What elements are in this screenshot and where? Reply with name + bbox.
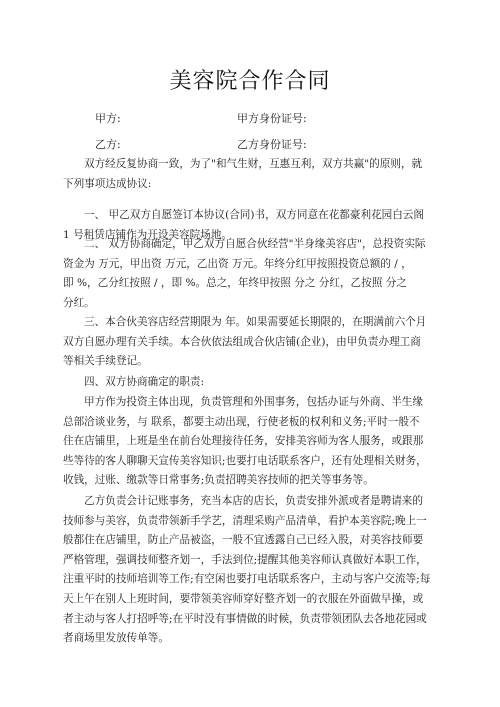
document-title: 美容院合作合同 (169, 69, 331, 94)
paragraph-line: 等相关手续登记。 (63, 355, 148, 368)
paragraph-intro (63, 155, 437, 194)
paragraph-line: 般都住在店铺里，防止产品被盗，一般不宜透露自己已经入股，对美容技师要 (63, 534, 424, 547)
paragraph-party-b-duties (63, 492, 437, 649)
party-b-id-label: 乙方身份证号: (237, 138, 307, 151)
paragraph-line: 些等待的客人聊聊天宣传美容知识;也要打电话联系客户，还有处理相关财务， (63, 454, 427, 467)
paragraph-line: 技师参与美容，负责带领新手学艺，清理采购产品清单，看护本美容院;晚上一 (63, 514, 427, 527)
paragraph-line: 乙方负责会计记账事务，充当本店的店长，负责安排外派或者是聘请来的 (84, 495, 423, 507)
paragraph-line: 双方经反复协商一致，为了"和气生财，互惠互利，双方共赢"的原则，就 (84, 158, 423, 170)
paragraph-line: 甲方作为投资主体出现，负责管理和外围事务，包括办证与外商、半生缘 (84, 396, 423, 408)
paragraph-line: 一、 甲乙双方自愿签订本协议(合同)书，双方同意在花都豪利花园白云阁 (84, 209, 425, 221)
paragraph-clause-3 (63, 313, 437, 372)
paragraph-line: 四、双方协商确定的职责: (84, 376, 205, 388)
paragraph-line: 严格管理，强调技师整齐划一，手法到位;提醒其他美容师认真做好本职工作， (63, 553, 427, 566)
paragraph-clause-2 (63, 235, 437, 313)
party-b-label: 乙方: (95, 138, 121, 151)
paragraph-line: 注重平时的技师培训等工作;有空闲也要打电话联系客户，主动与客户交流等;每 (63, 573, 431, 586)
paragraph-line: 三、本合伙美容店经营期限为 年。如果需要延长期限的，在期满前六个月 (84, 316, 427, 328)
party-a-label: 甲方: (95, 112, 121, 125)
paragraph-line: 者商场里发放传单等。 (63, 632, 169, 645)
paragraph-line: 天上午在别人上班时间，要带领美容师穿好整齐划一的衣服在外面做早操，或 (63, 592, 424, 605)
party-a-id-label: 甲方身份证号: (237, 112, 307, 125)
paragraph-party-a-duties (63, 393, 437, 491)
paragraph-line: 1 号租赁店铺作为开设美容院场地。 (63, 228, 233, 241)
paragraph-line: 资金为 万元，甲出资 万元，乙出资 万元。年终分红甲按照投资总额的 / ， (63, 257, 412, 270)
paragraph-line: 住在店铺里，上班是坐在前台处理接待任务，安排美容师为客人服务，或跟那 (63, 435, 424, 448)
paragraph-line: 二、 双方协商确定，甲乙双方自愿合伙经营"半身缘美容店"，总投资实际 (84, 238, 426, 250)
paragraph-line: 即 %，乙分红按照 / ，即 %。总之，年终甲按照 分之 分红，乙按照 分之 (63, 277, 407, 290)
paragraph-line: 分红。 (63, 296, 95, 309)
paragraph-line: 收钱，过账、缴款等日常事务;负责招聘美容技师的把关等事务等。 (63, 474, 374, 487)
paragraph-line: 双方自愿办理有关手续。本合伙依法组成合伙店铺(企业)，由甲负责办理工商 (63, 335, 421, 348)
paragraph-clause-4 (63, 373, 437, 393)
paragraph-line: 者主动与客人打招呼等;在平时没有事情做的时候，负责带领团队去各地花园或 (63, 612, 427, 625)
paragraph-line: 总部洽谈业务，与 联系，都要主动出现，行使老板的权利和义务;平时一般不 (63, 415, 420, 428)
paragraph-line: 下列事项达成协议: (63, 177, 152, 190)
